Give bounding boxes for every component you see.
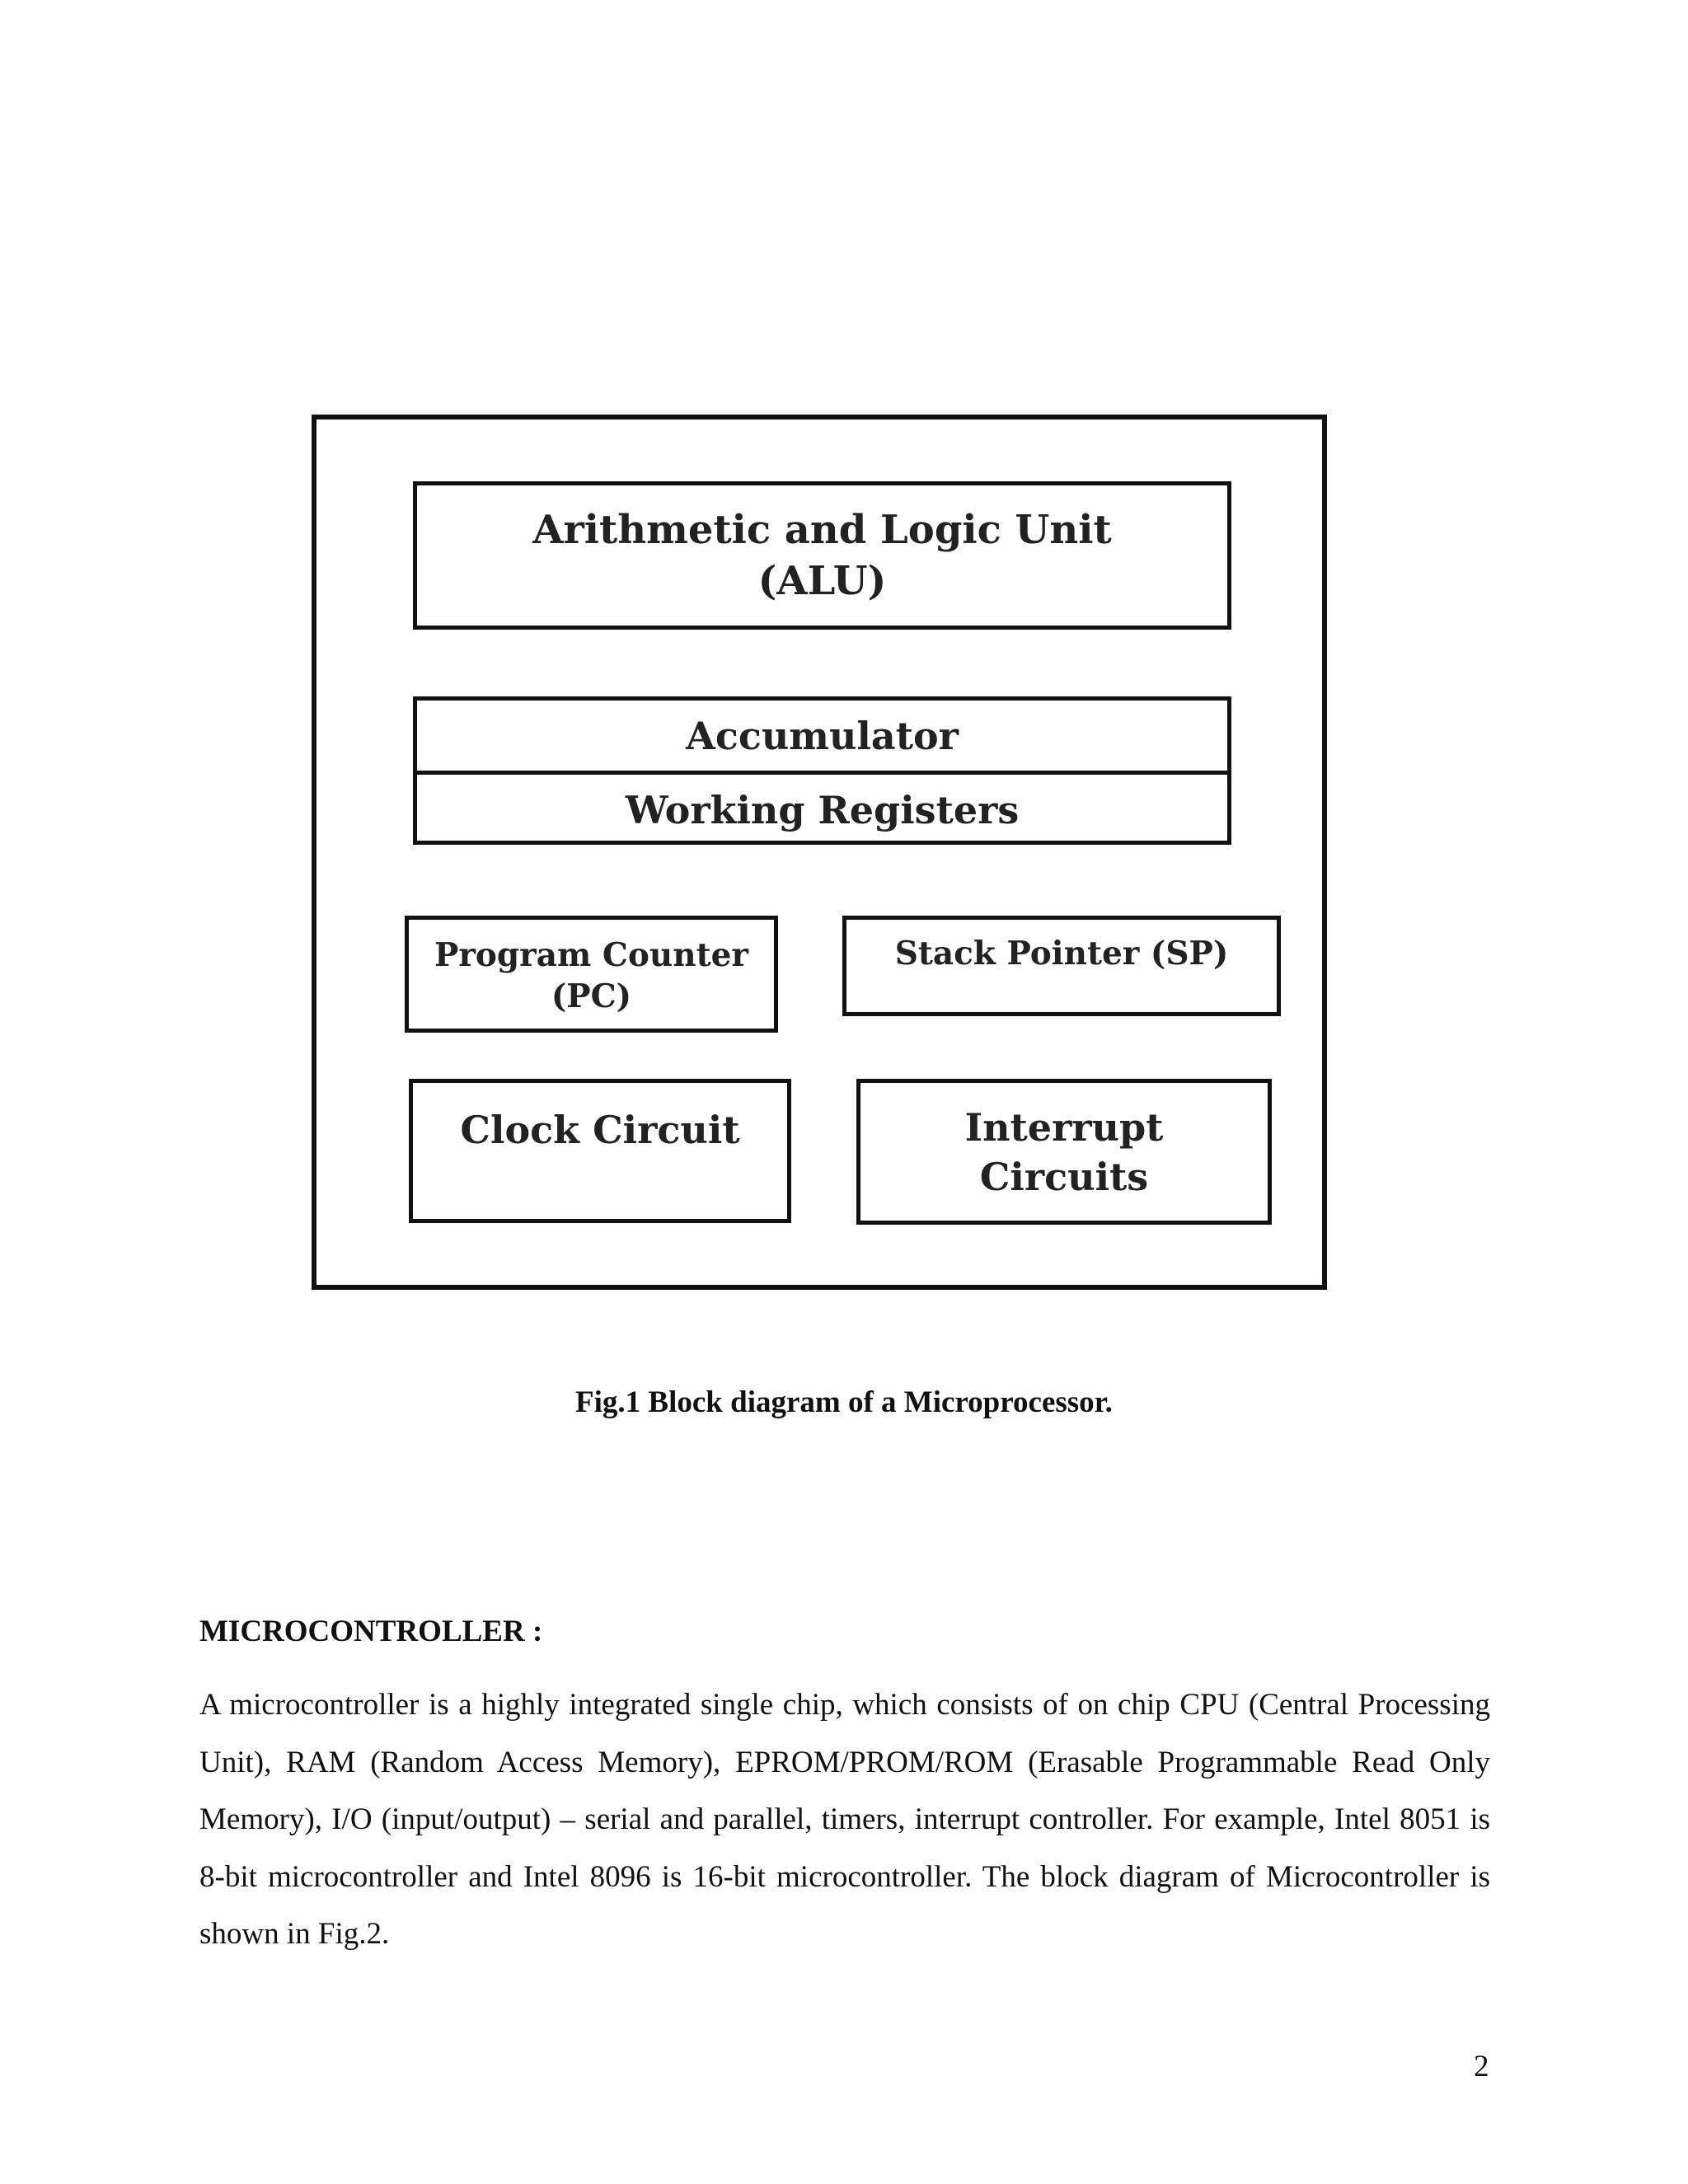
section-heading: MICROCONTROLLER :	[199, 1615, 543, 1648]
clock-circuit-label: Clock Circuit	[460, 1108, 740, 1152]
body-paragraph: A microcontroller is a highly integrated single chip, which consists of on chip CPU (Central Processing Unit), RAM (Random Access Memory), EPROM/PROM/ROM (Erasable Programmable Read Only Memory), I/O (input/output) – serial and parallel, timers, interrupt controller. For example, Intel 8051 is 8-bit microcontroller and Intel 8096 is 16-bit microcontroller. The block diagram of Microcontroller is shown in Fig.2.	[199, 1688, 1490, 1951]
working-registers-row	[417, 771, 1227, 845]
working-registers-label: Working Registers	[625, 787, 1020, 832]
alu-block	[413, 481, 1231, 630]
clock-circuit-block	[409, 1079, 791, 1223]
alu-label: Arithmetic and Logic Unit (ALU)	[532, 507, 1112, 604]
program-counter-label: Program Counter (PC)	[434, 936, 748, 1015]
figure-caption: Fig.1 Block diagram of a Microprocessor.	[575, 1385, 1113, 1419]
interrupt-circuits-label: Interrupt Circuits	[964, 1104, 1164, 1199]
stack-pointer-label: Stack Pointer (SP)	[894, 935, 1229, 972]
program-counter-block	[405, 916, 778, 1033]
stack-pointer-block	[842, 916, 1281, 1016]
page-number: 2	[1474, 2050, 1489, 2083]
registers-block	[413, 696, 1231, 845]
microprocessor-block-diagram	[312, 415, 1327, 1290]
interrupt-circuits-block	[856, 1079, 1272, 1225]
accumulator-row	[417, 701, 1227, 771]
accumulator-label: Accumulator	[686, 713, 959, 758]
